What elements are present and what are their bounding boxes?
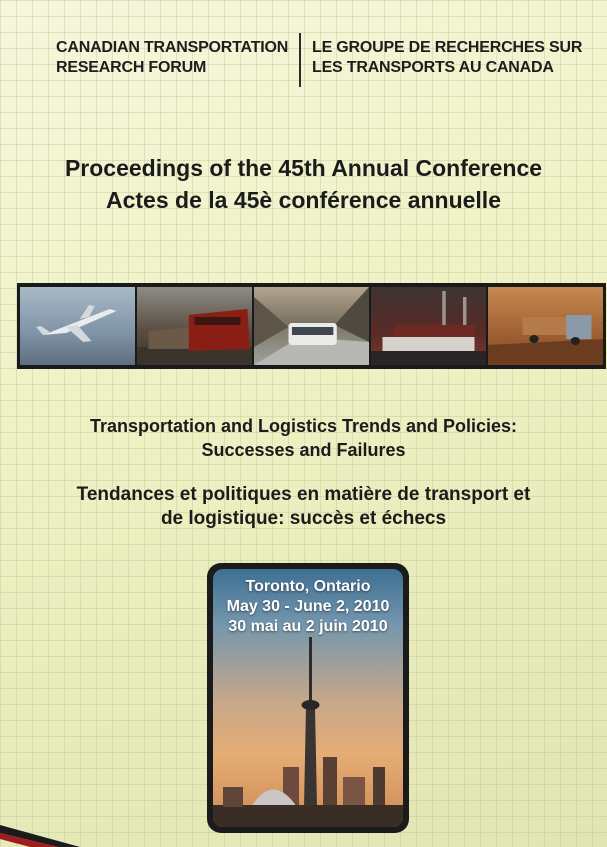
org-en-line-1: CANADIAN TRANSPORTATION (56, 39, 289, 56)
photo-airplane (20, 287, 135, 365)
org-fr-line-2: LES TRANSPORTS AU CANADA (312, 59, 554, 76)
transport-photo-strip (17, 283, 606, 369)
org-name-french (312, 38, 582, 78)
org-name-english (56, 38, 288, 78)
photo-freight-train (137, 287, 252, 365)
proceedings-title-fr: Actes de la 45è conférence annuelle (105, 187, 501, 213)
venue-panel (207, 563, 409, 833)
theme-en-line-2: Successes and Failures (201, 440, 406, 460)
theme-french (0, 483, 607, 531)
proceedings-title (0, 152, 607, 216)
venue-city: Toronto, Ontario (245, 578, 371, 595)
org-divider (299, 33, 301, 87)
theme-english (0, 414, 607, 462)
venue-dates-fr: 30 mai au 2 juin 2010 (228, 618, 388, 635)
theme-fr-line-2: de logistique: succès et échecs (160, 508, 447, 529)
theme-fr-line-1: Tendances et politiques en matière de transport et (76, 484, 531, 505)
org-fr-line-1: LE GROUPE DE RECHERCHES SUR (312, 39, 583, 56)
skyline-illustration (213, 617, 403, 827)
photo-cargo-ship (371, 287, 486, 365)
photo-truck (488, 287, 603, 365)
theme-en-line-1: Transportation and Logistics Trends and Policies: (89, 416, 518, 436)
venue-text (213, 577, 403, 637)
org-en-line-2: RESEARCH FORUM (56, 59, 207, 76)
proceedings-title-en: Proceedings of the 45th Annual Conference (64, 155, 543, 181)
photo-bus (254, 287, 369, 365)
toronto-skyline-photo (213, 569, 403, 827)
corner-ribbon-decoration (0, 787, 80, 847)
venue-dates-en: May 30 - June 2, 2010 (226, 598, 390, 615)
